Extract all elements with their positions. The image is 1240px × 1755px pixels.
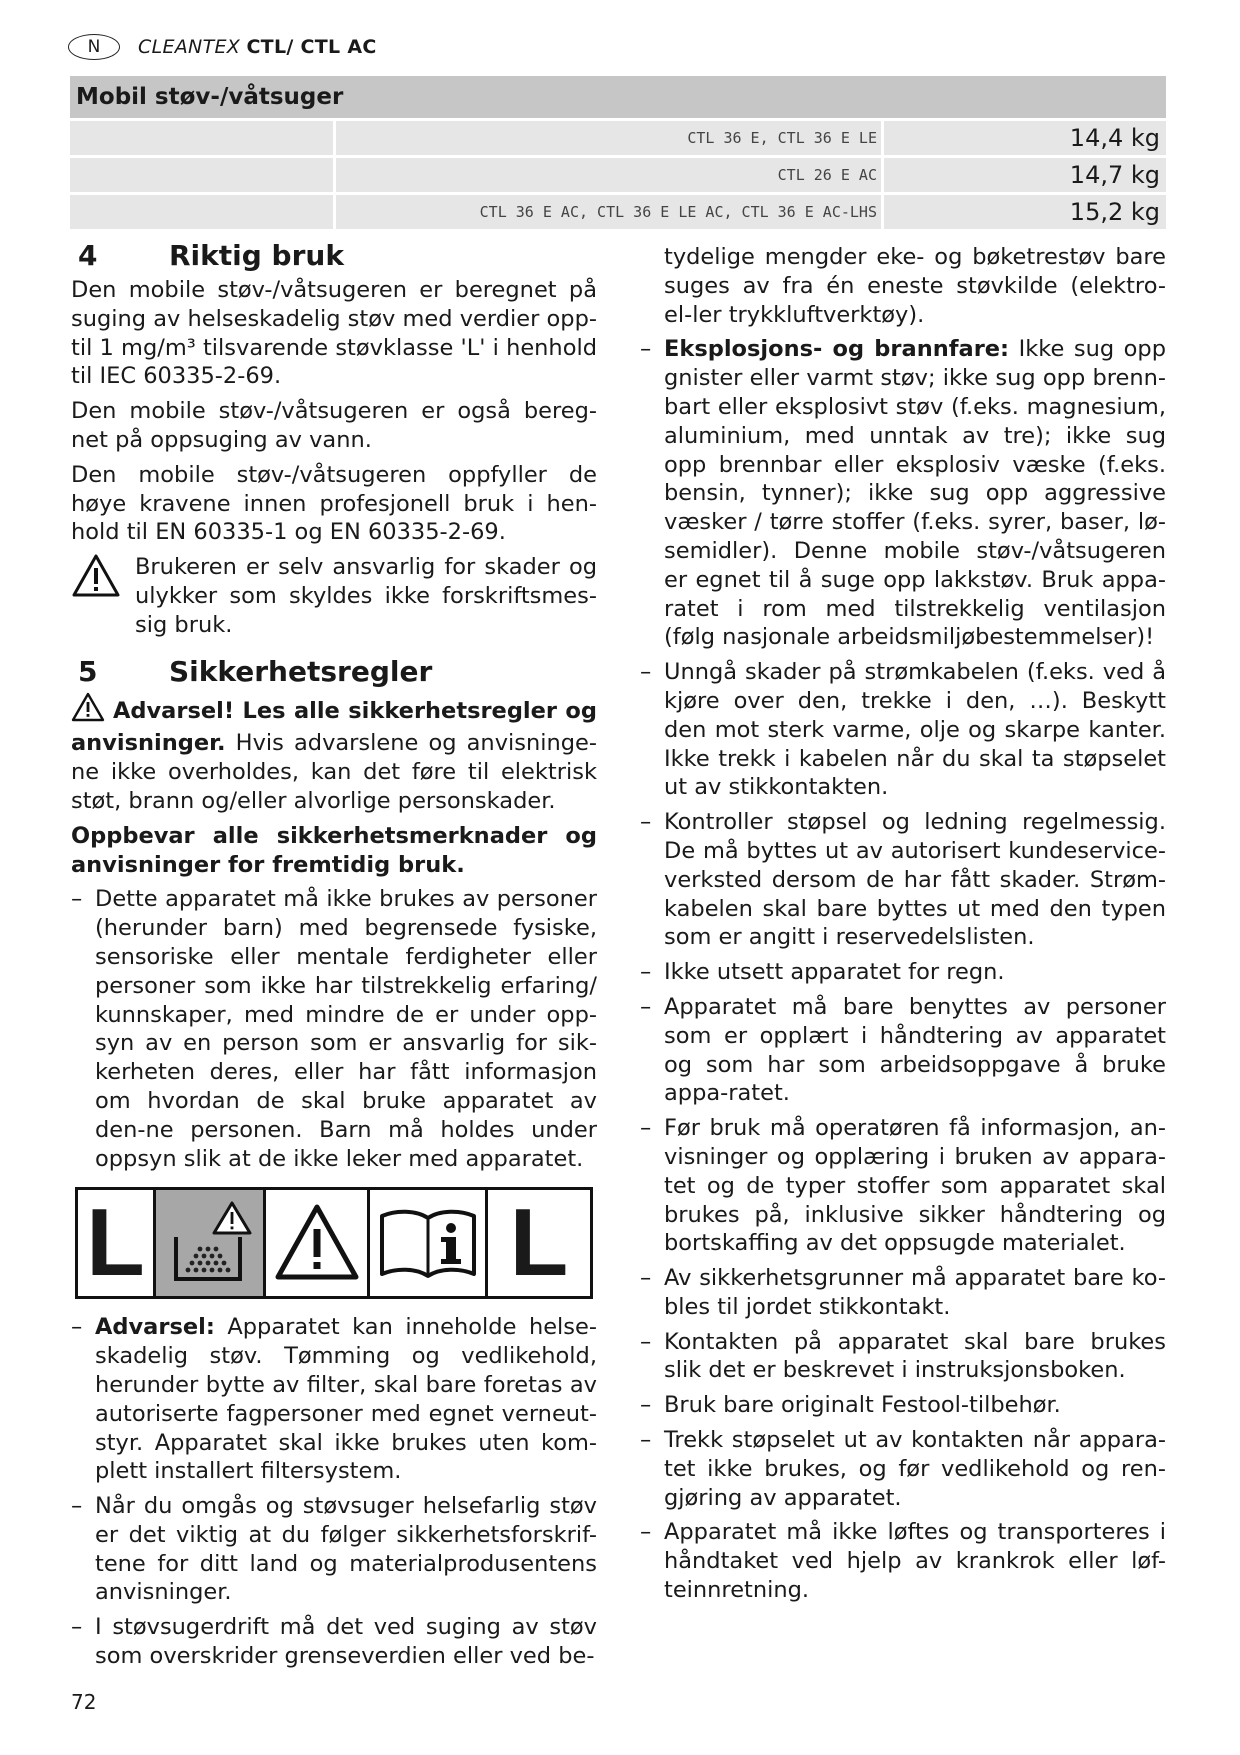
paragraph: Den mobile støv-/våtsugeren er også bereg-net på oppsuging av vann. bbox=[71, 398, 597, 453]
bullet-text: tydelige mengder eke- og bøketrestøv bare suges av fra én eneste støvkilde (elektro- el-ler trykkluftverktøy). bbox=[664, 244, 1166, 328]
bullet-dash: – bbox=[71, 886, 83, 913]
warning-paragraph bbox=[71, 692, 597, 816]
bullet-item bbox=[640, 1264, 1166, 1322]
bullet-dash: – bbox=[640, 659, 652, 686]
warning-note-text: Brukeren er selv ansvarlig for skader og ulykker som skyldes ikke forskriftsmes-sig bruk. bbox=[135, 554, 597, 638]
bullet-item bbox=[640, 958, 1166, 987]
bullet-dash: – bbox=[71, 1493, 83, 1520]
dust-class-letter-right: L bbox=[509, 1189, 569, 1297]
keep-instructions bbox=[71, 822, 597, 880]
bullet-dash: – bbox=[640, 1328, 652, 1355]
bullet-dash: – bbox=[640, 809, 652, 836]
section-5-heading bbox=[71, 654, 597, 690]
spec-row bbox=[70, 121, 1166, 155]
spec-weight: 15,2 kg bbox=[884, 195, 1166, 229]
bullet-text bbox=[664, 335, 1166, 652]
language-badge: N bbox=[68, 34, 120, 60]
bullet-item bbox=[640, 808, 1166, 952]
spec-title: Mobil støv-/våtsuger bbox=[70, 76, 1166, 118]
spec-model: CTL 36 E, CTL 36 E LE bbox=[336, 121, 881, 155]
dust-class-pictogram bbox=[75, 1187, 593, 1299]
brand-prefix: CLEANTEX bbox=[138, 36, 247, 58]
bullet-item bbox=[640, 335, 1166, 652]
bullet-dash: – bbox=[640, 1392, 652, 1419]
bullet-text bbox=[95, 1313, 597, 1486]
spec-row bbox=[70, 158, 1166, 192]
bullet-text: Unngå skader på strømkabelen (f.eks. ved å kjøre over den, trekke i den, …). Beskytt den mot sterk varme, olje og skarpe kanter. Ikke trekk i kabelen når du skal ta støpselet ut av stikkontakten. bbox=[664, 659, 1166, 801]
bullet-item bbox=[71, 1313, 597, 1486]
read-manual-icon bbox=[370, 1190, 488, 1296]
dust-class-letter-left: L bbox=[78, 1190, 156, 1296]
page-number: 72 bbox=[71, 1690, 97, 1714]
spec-weight: 14,7 kg bbox=[884, 158, 1166, 192]
spec-cell-blank bbox=[70, 195, 333, 229]
left-column bbox=[71, 238, 597, 1677]
spec-row bbox=[70, 195, 1166, 229]
bullet-text: Trekk støpselet ut av kontakten når appara-tet ikke brukes, og før vedlikehold og ren-gjøring av apparatet. bbox=[664, 1427, 1166, 1511]
spec-cell-blank bbox=[70, 158, 333, 192]
section-4-heading bbox=[71, 238, 597, 274]
bullet-text: I støvsugerdrift må det ved suging av støv som overskrider grenseverdien eller ved be- bbox=[95, 1614, 597, 1670]
bullet-continuation bbox=[640, 243, 1166, 329]
keep-instructions-text: Oppbevar alle sikkerhetsmerknader og anvisninger for fremtidig bruk. bbox=[71, 822, 597, 878]
bullet-dash: – bbox=[71, 1314, 83, 1341]
paragraph: Den mobile støv-/våtsugeren er beregnet på suging av helseskadelig støv med verdier opp-til 1 mg/m³ tilsvarende støvklasse 'L' i henhold til IEC 60335-2-69. bbox=[71, 277, 597, 390]
spec-cell-blank bbox=[70, 121, 333, 155]
bullet-text: Apparatet må ikke løftes og transporteres i håndtaket ved hjelp av krankrok eller løf-teinnretning. bbox=[664, 1519, 1166, 1604]
bullet-item bbox=[640, 1518, 1166, 1604]
bullet-dash: – bbox=[640, 1265, 652, 1292]
paragraph: Den mobile støv-/våtsugeren oppfyller de høye kravene innen profesjonell bruk i hen-hold til EN 60335-1 og EN 60335-2-69. bbox=[71, 461, 597, 546]
spec-table bbox=[70, 121, 1166, 232]
spec-weight: 14,4 kg bbox=[884, 121, 1166, 155]
right-column bbox=[640, 243, 1166, 1611]
warning-text: Hvis advarslene og anvisninge-ne ikke overholdes, kan det føre til elektrisk støt, brann og/eller alvorlige personskader. bbox=[71, 730, 597, 814]
bullet-item bbox=[71, 1492, 597, 1607]
warning-bold: Advarsel! Les alle sikkerhetsregler og anvisninger. bbox=[71, 697, 597, 757]
bullet-dash: – bbox=[640, 993, 652, 1020]
bullet-text: Bruk bare originalt Festool-tilbehør. bbox=[664, 1392, 1061, 1419]
bullet-body: Apparatet kan inneholde helse-skadelig støv. Tømming og vedlikehold, herunder bytte av filter, skal bare foretas av autoriserte fagpersoner med egnet verneut-styr. Apparatet skal ikke brukes uten kom-plett installert filtersystem. bbox=[95, 1314, 597, 1485]
bullet-dash: – bbox=[640, 1519, 652, 1546]
bullet-item bbox=[640, 1391, 1166, 1420]
section-4-number: 4 bbox=[78, 239, 98, 272]
bullet-item bbox=[640, 1328, 1166, 1386]
bullet-text: Kontroller støpsel og ledning regelmessig. De må byttes ut av autorisert kundeservice-verksted dersom de har fått skader. Strøm-kabelen skal bare byttes ut med den typen som er angitt i reservedelslisten. bbox=[664, 809, 1166, 951]
section-5-number: 5 bbox=[78, 654, 98, 688]
spec-model: CTL 26 E AC bbox=[336, 158, 881, 192]
bullet-bold: Advarsel: bbox=[95, 1314, 215, 1341]
page-header bbox=[68, 32, 377, 62]
bullet-item bbox=[71, 1613, 597, 1671]
warning-note bbox=[71, 553, 597, 639]
product-brand bbox=[138, 36, 377, 58]
bullet-dash: – bbox=[640, 1115, 652, 1142]
bullet-item bbox=[640, 993, 1166, 1108]
section-4-title: Riktig bruk bbox=[169, 239, 344, 272]
bullet-dash: – bbox=[640, 336, 652, 363]
spec-model: CTL 36 E AC, CTL 36 E LE AC, CTL 36 E AC-LHS bbox=[336, 195, 881, 229]
bullet-item bbox=[71, 885, 597, 1173]
bullet-text: Ikke utsett apparatet for regn. bbox=[664, 959, 1005, 986]
warning-triangle-icon bbox=[71, 553, 135, 639]
warning-triangle-icon bbox=[71, 692, 105, 730]
bullet-text: Kontakten på apparatet skal bare brukes slik det er beskrevet i instruksjonsboken. bbox=[664, 1328, 1166, 1384]
bullet-item bbox=[640, 1426, 1166, 1512]
bullet-bold: Eksplosjons- og brannfare: bbox=[664, 336, 1010, 363]
bullet-text: Av sikkerhetsgrunner må apparatet bare ko-bles til jordet stikkontakt. bbox=[664, 1265, 1166, 1320]
brand-model: CTL/ CTL AC bbox=[246, 36, 377, 58]
dust-container-icon bbox=[156, 1190, 266, 1296]
general-warning-icon bbox=[266, 1190, 370, 1296]
bullet-text: Når du omgås og støvsuger helsefarlig støv er det viktig at du følger sikkerhetsforskrif-tene for ditt land og materialprodusentens anvisninger. bbox=[95, 1493, 597, 1606]
bullet-dash: – bbox=[640, 959, 652, 986]
bullet-item bbox=[640, 1114, 1166, 1258]
bullet-body: Ikke sug opp gnister eller varmt støv; ikke sug opp brenn-bart eller eksplosivt støv (f.eks. magnesium, aluminium, med unntak av tre); ikke sug opp brennbar eller eksplosiv væske (f.eks. bensin, tynner); ikke sug opp aggressive væsker / tørre stoffer (f.eks. syrer, baser, lø-semidler). Denne mobile støv-/våtsugeren er egnet til å suge opp lakkstøv. Bruk appa-ratet i rom med tilstrekkelig ventilasjon (følg nasjonale arbeidsmiljøbestemmelser)! bbox=[664, 336, 1166, 651]
bullet-text: Dette apparatet må ikke brukes av personer (herunder barn) med begrensede fysiske, sensoriske eller mentale ferdigheter eller personer som ikke har tilstrekkelig erfaring/ kunnskaper, med mindre de er under opp-syn av en person som er ansvarlig for sik-kerheten deres, eller har fått informasjon om hvordan de skal bruke apparatet av den-ne personen. Barn må holdes under oppsyn slik at de ikke leker med apparatet. bbox=[95, 886, 597, 1172]
bullet-item bbox=[640, 658, 1166, 802]
bullet-dash: – bbox=[640, 1427, 652, 1454]
bullet-text: Før bruk må operatøren få informasjon, an-visninger og opplæring i bruken av appara-tet og de typer stoffer som apparatet skal brukes på, inklusive sikker håndtering og bortskaffing av det oppsugde materialet. bbox=[664, 1115, 1166, 1257]
section-5-title: Sikkerhetsregler bbox=[169, 654, 433, 688]
bullet-text: Apparatet må bare benyttes av personer som er opplært i håndtering av apparatet og som har som arbeidsoppgave å bruke appa-ratet. bbox=[664, 993, 1166, 1107]
bullet-dash: – bbox=[71, 1614, 83, 1641]
